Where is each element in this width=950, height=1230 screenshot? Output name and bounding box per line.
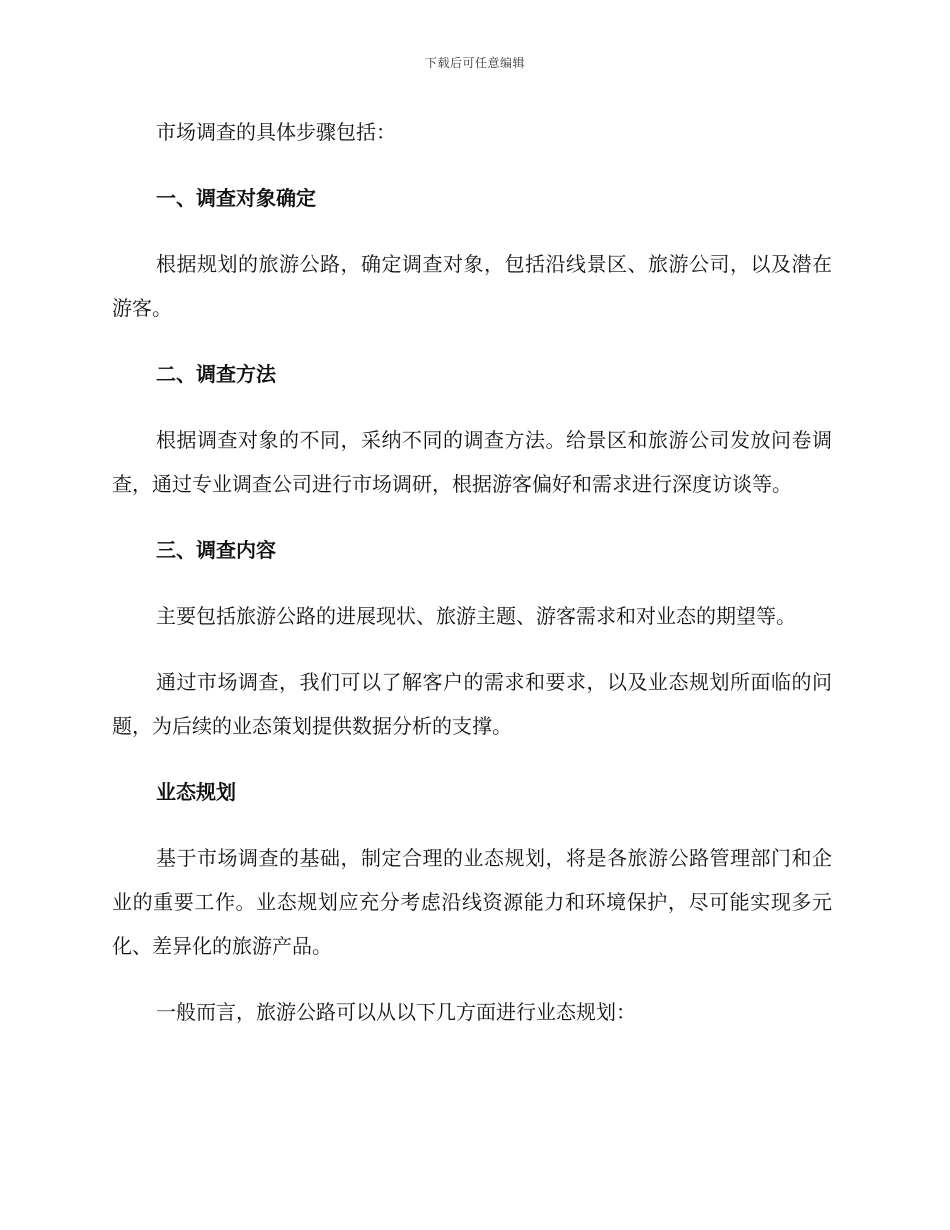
planning-body: 基于市场调查的基础，制定合理的业态规划，将是各旅游公路管理部门和企业的重要工作。业态规划应充分考虑沿线资源能力和环境保护，尽可能实现多元化、差异化的旅游产品。: [112, 846, 832, 958]
section-body-2: 根据调查对象的不同，采纳不同的调查方法。给景区和旅游公司发放问卷调查，通过专业调查公司进行市场调研，根据游客偏好和需求进行深度访谈等。: [112, 428, 832, 496]
document-body: [112, 110, 832, 1056]
planning-heading: 业态规划: [156, 780, 236, 804]
section-body-1: 根据规划的旅游公路，确定调查对象，包括沿线景区、旅游公司，以及潜在游客。: [112, 252, 832, 320]
section-body-3: 主要包括旅游公路的进展现状、旅游主题、游客需求和对业态的期望等。: [156, 604, 796, 628]
section-heading-1: 一、调查对象确定: [156, 186, 316, 210]
intro-paragraph: 市场调查的具体步骤包括：: [156, 120, 396, 144]
header-note: 下载后可任意编辑: [424, 56, 525, 70]
section-heading-3: 三、调查内容: [156, 538, 276, 562]
summary-paragraph: 通过市场调查，我们可以了解客户的需求和要求，以及业态规划所面临的问题，为后续的业态策划提供数据分析的支撑。: [112, 670, 832, 738]
section-heading-2: 二、调查方法: [156, 362, 276, 386]
planning-closing: 一般而言，旅游公路可以从以下几方面进行业态规划：: [156, 1000, 636, 1024]
